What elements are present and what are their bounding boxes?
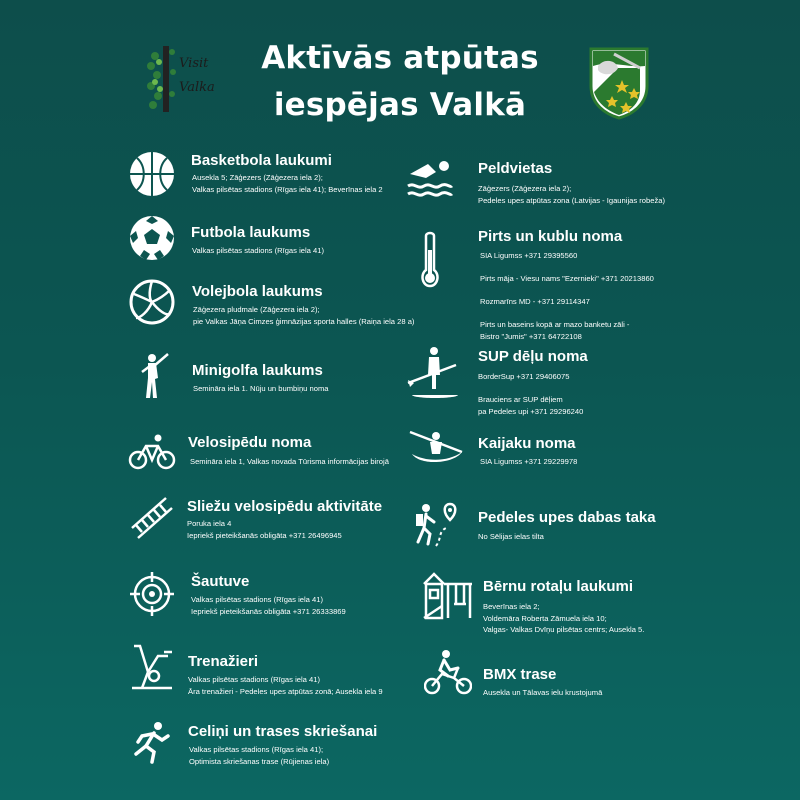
valka-coat-of-arms	[588, 46, 650, 120]
activity-details: No Sēlijas ielas tilta	[478, 532, 544, 541]
activity-title: Pedeles upes dabas taka	[478, 509, 656, 526]
title-line-1: Aktīvās atpūtas	[261, 40, 539, 76]
thermometer-icon	[406, 230, 454, 290]
page-title	[200, 35, 600, 129]
bmx-rider-icon	[424, 648, 472, 696]
kayak-icon	[406, 428, 466, 468]
exercise-bike-icon	[128, 642, 176, 690]
activity-title: Peldvietas	[478, 160, 553, 177]
activity-title: Sliežu velosipēdu aktivitāte	[187, 498, 383, 515]
playground-icon	[420, 570, 474, 620]
volleyball-icon	[128, 278, 176, 326]
logo-text-visit: Visit	[179, 56, 209, 71]
activity-details: Seminārа iela 1. Nūju un bumbiņu noma	[193, 384, 329, 393]
activity-title: SUP dēļu noma	[478, 348, 588, 365]
logo-text-valka: Valka	[179, 80, 215, 95]
activity-details: Seminārа iela 1, Valkas novada Tūrisma informācijas birojā	[190, 457, 389, 466]
runner-icon	[128, 718, 176, 766]
bicycle-icon	[128, 428, 176, 476]
activity-details: Valkas pilsētas stadions (Rīgas iela 41)	[192, 246, 324, 255]
activity-details: Beverīnas iela 2; Voldemāra Roberta Zāmuela iela 10; Valgas- Valkas Dvīņu pilsētas centrs; Auseklа 5.	[483, 602, 645, 634]
title-line-2: iespējas Valkā	[273, 87, 527, 123]
activity-details: Valkas pilsētas stadions (Rīgas iela 41) Iepriekš pieteikšanās obligāta +371 26333869	[191, 595, 346, 616]
activity-details: Auseklа un Tālavas ielu krustojumā	[483, 688, 603, 697]
activity-title: Minigolfa laukums	[192, 362, 323, 379]
paddleboard-icon	[406, 345, 462, 401]
activity-details: Zāģezera pludmale (Zāģezera iela 2); pie Valkas Jāņa Cimzes ģimnāzijas sporta halles (Raiņa iela 28 a)	[193, 305, 415, 326]
activity-details: Valkas pilsētas stadions (Rīgas iela 41) Āra trenažieri - Pedeles upes atpūtas zonā; Auseklа iela 9	[188, 675, 383, 696]
activity-details: Auseklа 5; Zāģezers (Zāģezera iela 2); Valkas pilsētas stadions (Rīgas iela 41); Beverīnas iela 2	[192, 173, 383, 194]
activity-title: Velosipēdu noma	[188, 434, 312, 451]
activity-title: Celiņi un trases skriešanai	[188, 723, 378, 740]
activity-details: Zāģezers (Zāģezera iela 2); Pedeles upes atpūtas zona (Latvijas - Igaunijas robeža)	[478, 184, 666, 205]
activity-title: Trenažieri	[188, 653, 259, 670]
activity-title: Volejbola laukums	[192, 283, 323, 300]
activity-details: BorderSup +371 29406075 Brauciens ar SUP dēļiem pa Pedeles upi +371 29296240	[478, 372, 584, 416]
activity-title: Pirts un kublu noma	[478, 228, 623, 245]
activity-title: BMX trase	[483, 666, 557, 683]
hiking-trail-icon	[412, 500, 460, 548]
visit-valka-logo	[145, 42, 215, 114]
activity-title: Šautuve	[191, 573, 250, 590]
activity-title: Bērnu rotaļu laukumi	[483, 578, 634, 595]
activity-title: Kaijaku noma	[478, 435, 576, 452]
golfer-icon	[128, 352, 176, 400]
swimmer-icon	[406, 152, 454, 200]
activity-title: Futbola laukums	[191, 224, 311, 241]
activity-details: Poruka iela 4 Iepriekš pieteikšanās obligāta +371 26496945	[187, 519, 342, 540]
activity-details: SIA Ligumss +371 29229978	[480, 457, 578, 466]
activity-title: Basketbola laukumi	[191, 152, 332, 169]
basketball-icon	[128, 150, 176, 198]
activity-details: SIA Ligumss +371 29395560 Pirts māja - Viesu nams "Ezernieki" +371 20213860 Rozmarīns MD - +371 29114347 Pirts un baseins kopā ar mazo banketu zāli - Bistro "Jumis" +371 64722108	[480, 251, 654, 341]
target-icon	[128, 570, 176, 618]
soccer-ball-icon	[128, 214, 176, 262]
activity-details: Valkas pilsētas stadions (Rīgas iela 41); Optimista skriešanas trase (Rūjienas iela)	[189, 745, 330, 766]
railway-track-icon	[128, 494, 176, 542]
